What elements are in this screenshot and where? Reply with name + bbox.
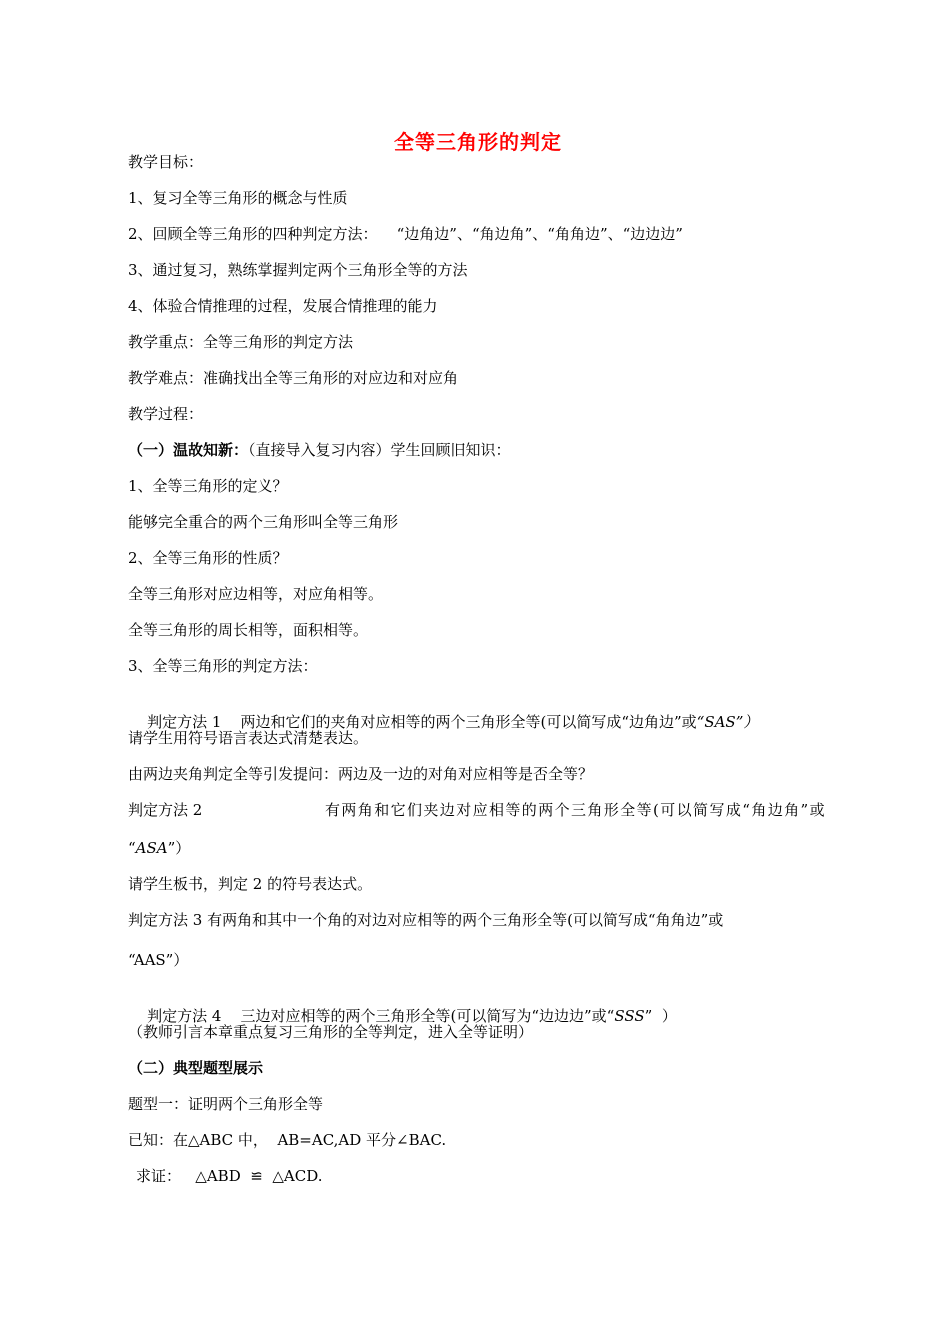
teacher-note: （教师引言本章重点复习三角形的全等判定，进入全等证明）: [128, 1023, 534, 1041]
question-3: 3、全等三角形的判定方法：: [128, 657, 318, 675]
method-1-question: 由两边夹角判定全等引发提问：两边及一边的对角对应相等是否全等？: [128, 765, 594, 783]
section1-heading-rest: （直接导入复习内容）学生回顾旧知识：: [248, 441, 511, 459]
method-2-abbr-close: ”）: [167, 839, 191, 857]
method-2-label: 判定方法 2: [128, 801, 203, 819]
method-4-abbr: SSS: [614, 1007, 645, 1025]
objective-2: 2、回顾全等三角形的四种判定方法： “边角边”、“角边角”、“角角边”、“边边边”: [128, 225, 683, 243]
answer-1: 能够完全重合的两个三角形叫全等三角形: [128, 513, 399, 531]
objectives-heading: 教学目标：: [128, 153, 204, 171]
type-1: 题型一：证明两个三角形全等: [128, 1095, 324, 1113]
method-1-abbr: “SAS”）: [696, 713, 759, 731]
method-2-line: [128, 800, 826, 820]
method-2-abbr-open: “: [128, 839, 136, 857]
document-title: 全等三角形的判定: [394, 130, 562, 154]
method-1-note: 请学生用符号语言表达式清楚表达。: [128, 729, 369, 747]
method-3-text: 判定方法 3 有两角和其中一个角的对边对应相等的两个三角形全等(可以简写成“角角边”或: [128, 911, 724, 929]
method-4-close: ” ）: [644, 1007, 677, 1025]
key-point: 教学重点：全等三角形的判定方法: [128, 333, 354, 351]
given: 已知：在△ABC 中， AB=AC,AD 平分∠BAC.: [128, 1131, 447, 1149]
answer-2-1: 全等三角形对应边相等，对应角相等。: [128, 585, 384, 603]
process-heading: 教学过程：: [128, 405, 204, 423]
method-4-text: 判定方法 4 三边对应相等的两个三角形全等(可以简写为“边边边”或“: [147, 1007, 615, 1025]
method-2-abbr-line: [128, 838, 190, 858]
answer-2-2: 全等三角形的周长相等，面积相等。: [128, 621, 369, 639]
method-2-abbr: ASA: [135, 839, 168, 857]
difficult-point: 教学难点：准确找出全等三角形的对应边和对应角: [128, 369, 459, 387]
section1-heading: （一）温故知新：: [128, 441, 249, 459]
method-2-text: 有两角和它们夹边对应相等的两个三角形全等(可以简写成“角边角”或: [325, 801, 826, 819]
objective-1: 1、复习全等三角形的概念与性质: [128, 189, 348, 207]
question-2: 2、全等三角形的性质？: [128, 549, 288, 567]
objective-3: 3、通过复习，熟练掌握判定两个三角形全等的方法: [128, 261, 468, 279]
prove: 求证： △ABD ≌ △ACD.: [136, 1167, 323, 1185]
method-2-note: 请学生板书，判定 2 的符号表达式。: [128, 875, 373, 893]
objective-4: 4、体验合情推理的过程，发展合情推理的能力: [128, 297, 438, 315]
method-3-abbr: “AAS”）: [128, 951, 189, 969]
question-1: 1、全等三角形的定义？: [128, 477, 288, 495]
section1-line: [128, 440, 511, 460]
method-1-text: 判定方法 1 两边和它们的夹角对应相等的两个三角形全等(可以简写成“边角边”或: [147, 713, 697, 731]
section2-heading: （二）典型题型展示: [128, 1059, 264, 1077]
